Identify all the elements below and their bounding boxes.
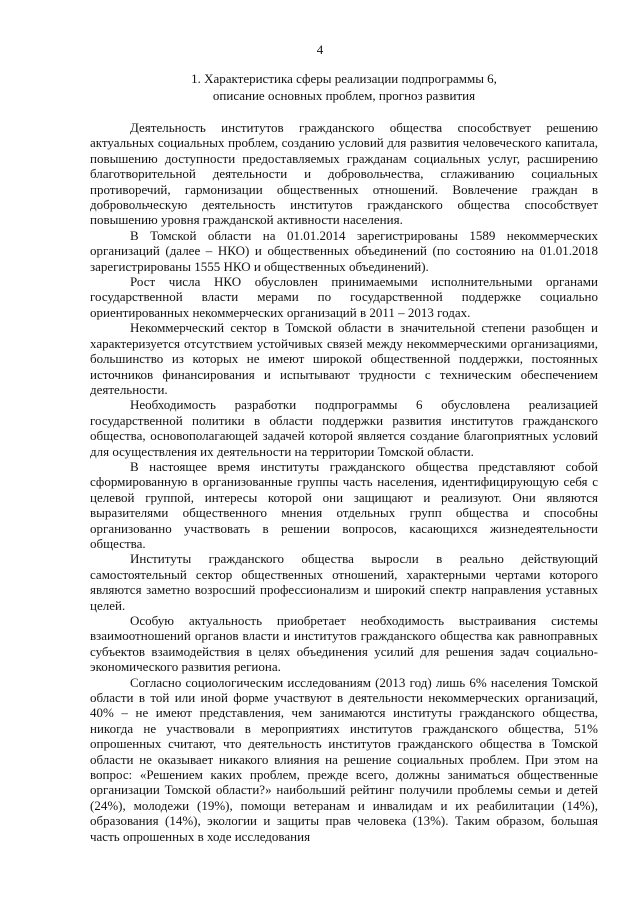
- paragraph: В Томской области на 01.01.2014 зарегистрированы 1589 некоммерческих организаций (далее – НКО) и общественных объединений (по состоянию на 01.01.2018 зарегистрированы 1555 НКО и общественных объединений).: [90, 227, 598, 274]
- paragraph: Особую актуальность приобретает необходимость выстраивания системы взаимоотношений органов власти и институтов гражданского общества как равноправных субъектов взаимодействия в целях объединения усилий для решения задач социально-экономического развития региона.: [90, 613, 598, 675]
- paragraph: Некоммерческий сектор в Томской области в значительной степени разобщен и характеризуется отсутствием устойчивых связей между некоммерческими организациями, большинство из которых не имеют широкой общественной поддержки, постоянных источников финансирования и испытывают трудности с техническим обеспечением деятельности.: [90, 320, 598, 397]
- page-number: 4: [316, 42, 324, 57]
- paragraph: Рост числа НКО обусловлен принимаемыми исполнительными органами государственной власти мерами по государственной поддержке социально ориентированных некоммерческих организаций в 2011 – 2013 годах.: [90, 274, 598, 320]
- section-heading-line-1: 1. Характеристика сферы реализации подпрограммы 6,: [191, 71, 497, 86]
- section-heading: [90, 70, 598, 104]
- paragraph: Деятельность институтов гражданского общества способствует решению актуальных социальных проблем, созданию условий для развития человеческого капитала, повышению доступности предоставляемых гражданам социальных услуг, расширению благотворительной деятельности и добровольчества, сглаживанию социальных противоречий, гармонизации общественных отношений. Вовлечение граждан в добровольческую деятельность институтов гражданского общества способствует повышению уровня гражданской активности населения.: [90, 120, 598, 228]
- paragraph: В настоящее время институты гражданского общества представляют собой сформированную в организованные группы часть населения, идентифицирующую себя с целевой группой, интересы которой они защищают и реализуют. Они являются выразителями общественного мнения отдельных групп общества и способны организованно участвовать в решении вопросов, касающихся жизнедеятельности общества.: [90, 458, 598, 551]
- paragraph: Институты гражданского общества выросли в реально действующий самостоятельный сектор общественных отношений, характерными чертами которого являются заметно возросший профессионализм и широкий спектр направления уставных целей.: [90, 551, 598, 613]
- paragraph: Необходимость разработки подпрограммы 6 обусловлена реализацией государственной политики в области поддержки развития институтов гражданского общества, основополагающей задачей которой является создание благоприятных условий для осуществления их деятельности на территории Томской области.: [90, 397, 598, 459]
- section-heading-line-2: описание основных проблем, прогноз развития: [212, 88, 476, 103]
- body-text: [90, 120, 598, 844]
- paragraph: Согласно социологическим исследованиям (2013 год) лишь 6% населения Томской области в той или иной форме участвуют в деятельности некоммерческих организаций, 40% – не имеют представления, чем занимаются институты гражданского общества, никогда не участвовали в мероприятиях институтов гражданского общества, 51% опрошенных считают, что деятельность институтов гражданского общества в Томской области не оказывает никакого влияния на решение социальных проблем. При этом на вопрос: «Решением каких проблем, прежде всего, должны заниматься общественные организации Томской области?» наибольший рейтинг получили проблемы семьи и детей (24%), молодежи (19%), помощи ветеранам и инвалидам и их реабилитации (14%), образования (14%), экологии и защиты прав человека (13%). Таким образом, большая часть опрошенных в ходе исследования: [90, 674, 598, 844]
